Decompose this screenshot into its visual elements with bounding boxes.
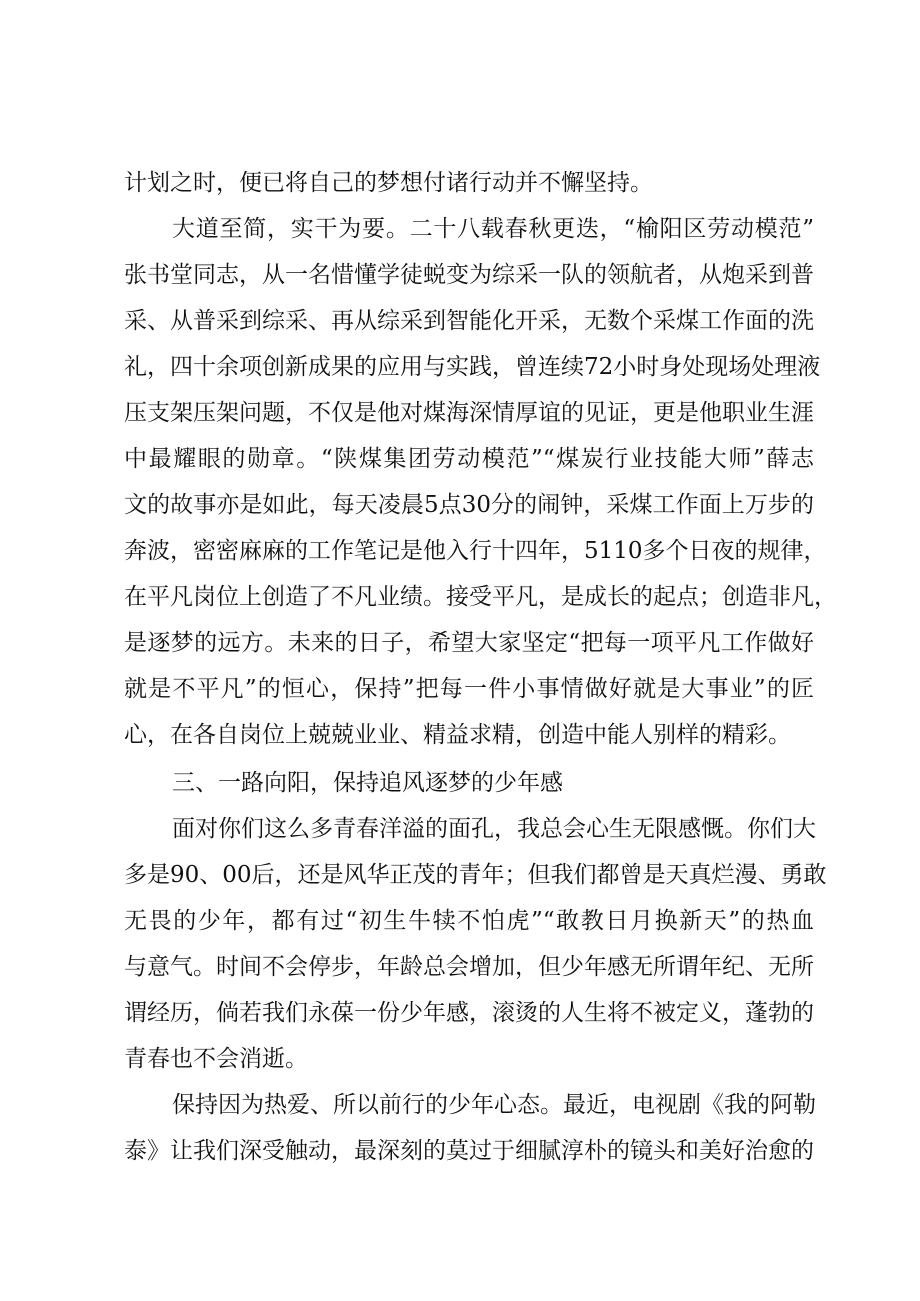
paragraph-line: 采、从普采到综采、再从综采到智能化开采，无数个采煤工作面的洗 — [124, 308, 814, 334]
paragraph-line: 面对你们这么多青春洋溢的面孔，我总会心生无限感慨。你们大 — [172, 816, 816, 842]
paragraph-line: 奔波，密密麻麻的工作笔记是他入行十四年，5110多个日夜的规律， — [124, 538, 827, 564]
paragraph-line: 就是不平凡”的恒心，保持”把每一件小事情做好就是大事业”的匠 — [124, 676, 814, 702]
paragraph-line: 文的故事亦是如此，每天凌晨5点30分的闹钟，采煤工作面上万步的 — [124, 492, 814, 518]
section-heading: 三、一路向阳，保持追风逐梦的少年感 — [172, 770, 563, 796]
paragraph-line: 是逐梦的远方。未来的日子，希望大家坚定“把每一项平凡工作做好 — [124, 630, 814, 656]
paragraph-line: 大道至简，实干为要。二十八载春秋更迭，“榆阳区劳动模范” — [172, 216, 814, 242]
paragraph-line: 心，在各自岗位上兢兢业业、精益求精，创造中能人别样的精彩。 — [124, 722, 791, 748]
paragraph-line: 多是90、00后，还是风华正茂的青年；但我们都曾是天真烂漫、勇敢 — [124, 862, 827, 888]
paragraph-line: 礼，四十余项创新成果的应用与实践，曾连续72小时身处现场处理液 — [124, 354, 821, 380]
paragraph-line: 压支架压架问题，不仅是他对煤海深情厚谊的见证，更是他职业生涯 — [124, 400, 814, 426]
paragraph-line: 在平凡岗位上创造了不凡业绩。接受平凡，是成长的起点；创造非凡， — [124, 584, 837, 610]
paragraph-line: 保持因为热爱、所以前行的少年心态。最近，电视剧《我的阿勒 — [172, 1092, 816, 1118]
paragraph-line: 青春也不会消逝。 — [124, 1046, 308, 1072]
paragraph-line: 无畏的少年，都有过“初生牛犊不怕虎”“敢教日月换新天”的热血 — [124, 908, 814, 934]
paragraph-line: 泰》让我们深受触动，最深刻的莫过于细腻淳朴的镜头和美好治愈的 — [124, 1138, 814, 1164]
paragraph-line: 中最耀眼的勋章。“陕煤集团劳动模范”“煤炭行业技能大师”薛志 — [124, 446, 814, 472]
paragraph-line: 谓经历，倘若我们永葆一份少年感，滚烫的人生将不被定义，蓬勃的 — [124, 1000, 814, 1026]
paragraph-line: 与意气。时间不会停步，年龄总会增加，但少年感无所谓年纪、无所 — [124, 954, 814, 980]
paragraph-line: 计划之时，便已将自己的梦想付诸行动并不懈坚持。 — [124, 170, 653, 196]
paragraph-line: 张书堂同志，从一名惜懂学徒蜕变为综采一队的领航者，从炮采到普 — [124, 262, 814, 288]
